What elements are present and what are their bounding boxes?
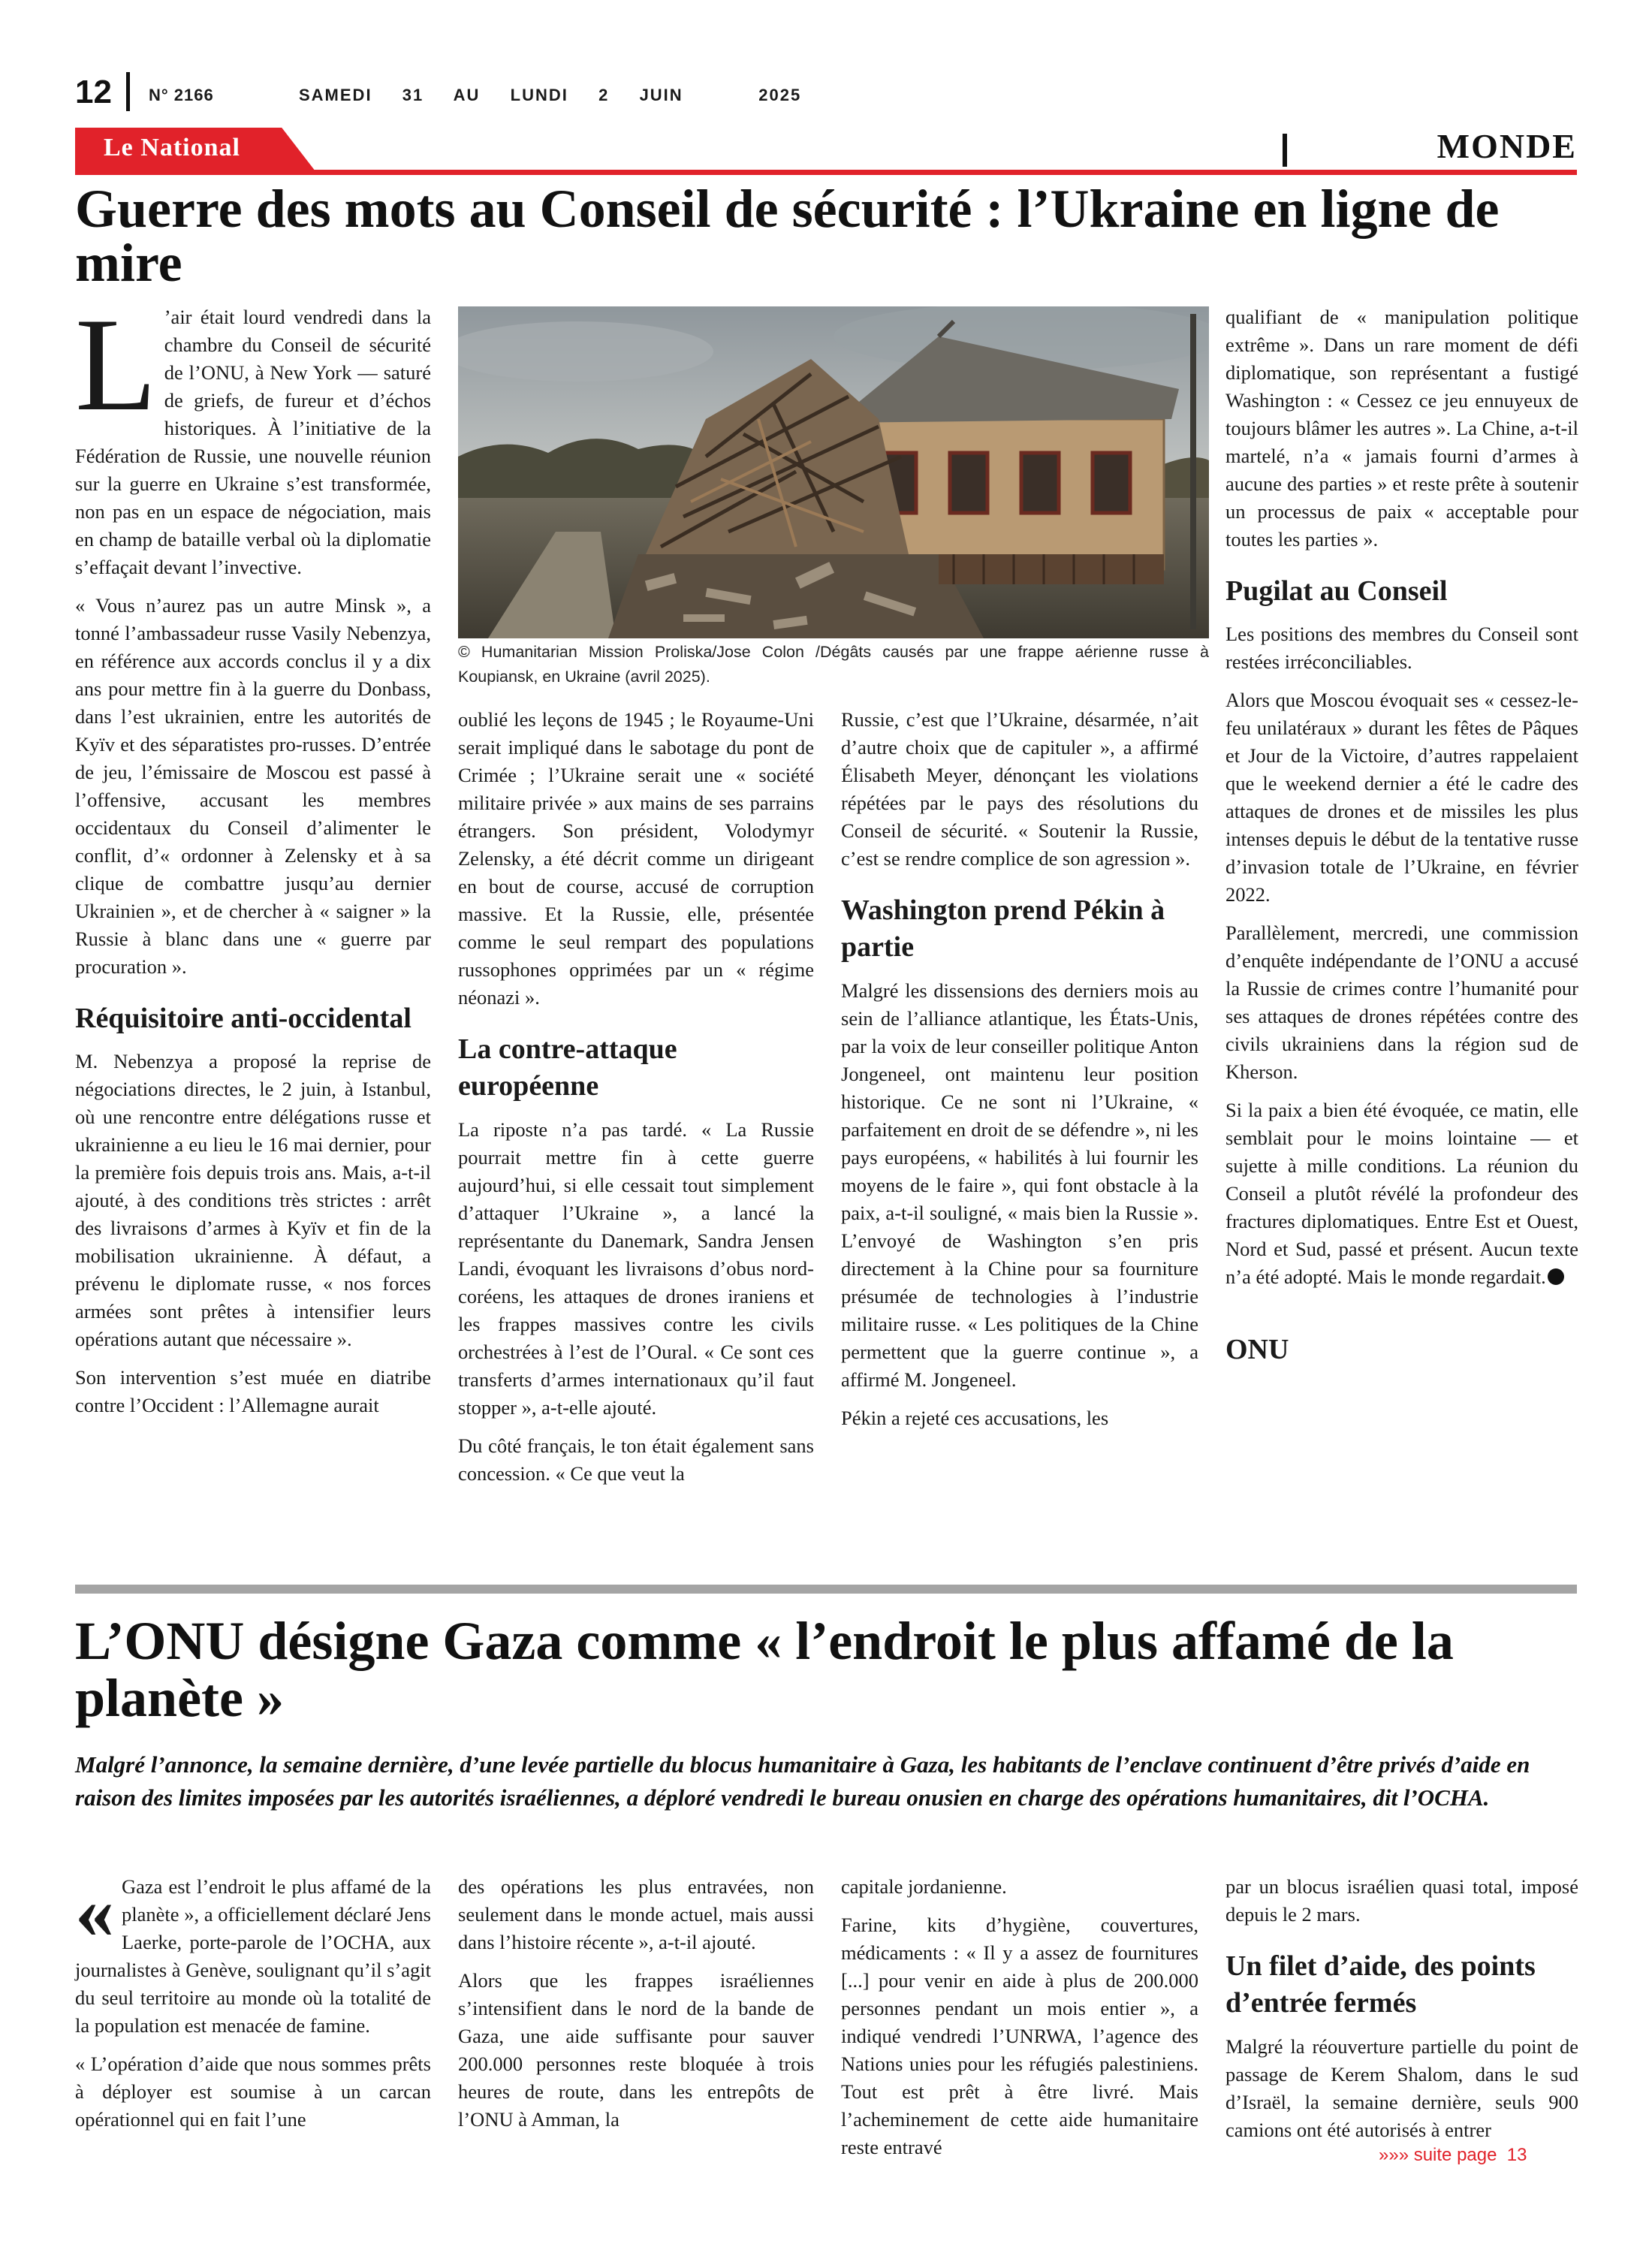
header-divider bbox=[126, 72, 130, 111]
drop-cap: L bbox=[75, 290, 157, 439]
paragraph: Du côté français, le ton était également sans concession. « Ce que veut la bbox=[458, 1434, 814, 1485]
paragraph: Gaza est l’endroit le plus affamé de la planète », a officiellement déclaré Jens Laerke, porte-parole de l’OCHA, aux journalistes à Genève, soulignant qu’il s’agit du seul territoire au monde où la totalité de la population est menacée de famine. bbox=[75, 1875, 431, 2037]
paragraph: Russie, c’est que l’Ukraine, désarmée, n’ait d’autre choix que de capituler », a affirmé Élisabeth Meyer, dénonçant les violations répétées par le pays des résolutions du Conseil de sécurité. « Soutenir la Russie, c’est se rendre complice de son agression ». bbox=[841, 708, 1198, 870]
subheading: Pugilat au Conseil bbox=[1225, 575, 1448, 607]
article-column-4 bbox=[1225, 1873, 1578, 2155]
paragraph: La riposte n’a pas tardé. « La Russie pourrait mettre fin à cette guerre aujourd’hui, si elle cessait tout simplement d’attaquer l’Ukraine », a lancé la représentante du Danemark, Sandra Jensen Landi, évoquant les livraisons d’obus nord-coréens, les attaques de drones iraniens et les frappes massives contre les civils orchestrées à l’est de l’Oural. « Ce sont ces transferts d’armes internationaux qu’il faut stopper », a-t-elle ajouté. bbox=[458, 1117, 814, 1419]
subheading: Un filet d’aide, des points d’entrée fermés bbox=[1225, 1950, 1536, 2019]
paragraph: qualifiant de « manipulation politique extrême ». Dans un rare moment de défi diplomatique, son représentant a fustigé Washington : « Cessez ce jeu ennuyeux de toujours blâmer les autres ». La Chine, a-t-il martelé, n’a « jamais fourni d’armes à aucune des parties » et reste prête à soutenir un processus de paix « acceptable pour toutes les parties ». bbox=[1225, 306, 1578, 550]
paragraph: Parallèlement, mercredi, une commission d’enquête indépendante de l’ONU a accusé la Russie de crimes contre l’humanité pour ses attaques de drones répétées contre des civils ukrainiens dans la région sud de Kherson. bbox=[1225, 921, 1578, 1084]
paragraph: Si la paix a bien été évoquée, ce matin, elle semblait pour le moins lointaine — et sujette à mille conditions. La réunion du Conseil a plutôt révélé la profondeur des fractures diplomatiques. Entre Est et Ouest, Nord et Sud, passé et présent. Aucun texte n’a été adopté. Mais le monde regardait. bbox=[1225, 1099, 1578, 1289]
subheading: La contre-attaque européenne bbox=[458, 1033, 677, 1102]
subheading: Réquisitoire anti-occidental bbox=[75, 1003, 411, 1034]
end-of-article-icon bbox=[1548, 1268, 1564, 1285]
article-column-3 bbox=[841, 706, 1198, 1443]
paragraph: Alors que Moscou évoquait ses « cessez-le-feu unilatéraux » durant les fêtes de Pâques et Jour de la Victoire, d’autres rappelaient que le weekend dernier a été le cadre des attaques de drones et de missiles les plus intenses depuis le début de la tentative russe d’invasion totale de l’Ukraine, en février 2022. bbox=[1225, 689, 1578, 906]
article-column-1 bbox=[75, 1868, 431, 2144]
paragraph: M. Nebenzya a proposé la reprise de négociations directes, le 2 juin, à Istanbul, où une rencontre entre délégations russe et ukrainienne a eu lieu le 16 mai dernier, pour la première fois depuis trois ans. Mais, a-t-il ajouté, à des conditions très strictes : arrêt des livraisons d’armes à Kyïv et fin de la mobilisation ukrainienne. À défaut, a prévenu le diplomate russe, « nos forces armées sont prêtes à intensifier leurs opérations autant que nécessaire ». bbox=[75, 1050, 431, 1351]
article-headline: Guerre des mots au Conseil de sécurité : l’Ukraine en ligne de mire bbox=[75, 179, 1500, 293]
quote-mark: « bbox=[75, 1868, 114, 1955]
paragraph: par un blocus israélien quasi total, imposé depuis le 2 mars. bbox=[1225, 1875, 1578, 1926]
article-column-3 bbox=[841, 1873, 1198, 2172]
paragraph: des opérations les plus entravées, non seulement dans le monde actuel, mais aussi dans l’histoire récente », a-t-il ajouté. bbox=[458, 1875, 814, 1953]
header-rule bbox=[75, 170, 1577, 175]
paragraph: Les positions des membres du Conseil sont restées irréconciliables. bbox=[1225, 623, 1578, 674]
paragraph: Pékin a rejeté ces accusations, les bbox=[841, 1406, 1109, 1429]
paragraph: ’air était lourd vendredi dans la chambre du Conseil de sécurité de l’ONU, à New York — saturé de griefs, de fureur et d’échos historiques. À l’initiative de la Fédération de Russie, une nouvelle réunion sur la guerre en Ukraine s’est transformée, non pas en un espace de négociation, mais en champ de bataille verbal où la diplomatie s’effaçait devant l’invective. bbox=[75, 306, 431, 578]
paragraph: Son intervention s’est muée en diatribe contre l’Occident : l’Allemagne aurait bbox=[75, 1366, 431, 1417]
paragraph: Malgré la réouverture partielle du point de passage de Kerem Shalom, dans le sud d’Israël, la semaine dernière, seuls 900 camions ont été autorisés à entrer bbox=[1225, 2034, 1578, 2141]
paragraph: « L’opération d’aide que nous sommes prêts à déployer est soumise à un carcan opérationnel qui en fait l’une bbox=[75, 2052, 431, 2131]
destroyed-house-photo bbox=[458, 306, 1209, 638]
paragraph: « Vous n’aurez pas un autre Minsk », a tonné l’ambassadeur russe Vasily Nebenzya, en référence aux accords conclus il y a dix ans pour mettre fin à la guerre du Donbass, dans l’est ukrainien, entre les autorités de Kyïv et des séparatistes pro-russes. D’entrée de jeu, l’émissaire de Moscou est passé à l’offensive, accusant les membres occidentaux du Conseil d’alimenter le conflit, d’« ordonner à Zelensky et à sa clique de combattre jusqu’au dernier Ukrainien », et de chercher à « saigner » la Russie à blanc dans une « guerre par procuration ». bbox=[75, 594, 431, 978]
article-column-4 bbox=[1225, 303, 1578, 1380]
page-number: 12 bbox=[75, 74, 112, 110]
article-separator bbox=[75, 1585, 1577, 1594]
issue-date: SAMEDI 31 AU LUNDI 2 JUIN 2025 bbox=[299, 86, 802, 104]
article-lead: Malgré l’annonce, la semaine dernière, d’une levée partielle du blocus humanitaire à Gaza, les habitants de l’enclave continuent d’être privés d’aide en raison des limites imposées par les autorités israéliennes, a déploré vendredi le bureau onusien en charge des opérations humanitaires, dit l’OCHA. bbox=[75, 1751, 1530, 1811]
brand-logo: Le National bbox=[104, 134, 240, 161]
issue-number: N° 2166 bbox=[149, 86, 214, 104]
subheading: Washington prend Pékin à partie bbox=[841, 894, 1165, 964]
paragraph: oublié les leçons de 1945 ; le Royaume-Uni serait impliqué dans le sabotage du pont de Crimée ; l’Ukraine serait une « société militaire privée » aux mains de ses parrains étrangers. Son président, Volodymyr Zelensky, a été décrit comme un dirigeant en bout de course, accusé de corruption massive. Et la Russie, elle, présentée comme le seul rempart des populations russophones opprimées par un « régime néonazi ». bbox=[458, 708, 814, 1009]
paragraph: Alors que les frappes israéliennes s’intensifient dans le nord de la bande de Gaza, une aide suffisante pour sauver 200.000 personnes reste bloquée à trois heures de route, dans les entrepôts de l’ONU à Amman, la bbox=[458, 1969, 814, 2131]
article-column-2 bbox=[458, 1873, 814, 2144]
article-column-1 bbox=[75, 290, 431, 1430]
article-headline: L’ONU désigne Gaza comme « l’endroit le plus affamé de la planète » bbox=[75, 1611, 1454, 1728]
paragraph: Malgré les dissensions des derniers mois au sein de l’alliance atlantique, les États-Unis, par la voix de leur conseiller politique Anton Jongeneel, ont maintenu leur position historique. Ce ne sont ni l’Ukraine, « parfaitement en droit de se défendre », ni les pays européens, « habilités à lui fournir les moyens de le faire », qui font obstacle à la paix, a-t-il souligné, « mais bien la Russie ». L’envoyé de Washington s’en pris directement à la Chine pour sa fourniture présumée de technologies à l’industrie militaire russe. « Les politiques de la Chine permettent que la guerre continue », a affirmé M. Jongeneel. bbox=[841, 979, 1198, 1391]
section-title: MONDE bbox=[1436, 127, 1577, 165]
article-column-2 bbox=[458, 706, 814, 1498]
continued-link[interactable]: »»» suite page 13 bbox=[1379, 2145, 1527, 2165]
paragraph: capitale jordanienne. bbox=[841, 1875, 1007, 1898]
paragraph: Farine, kits d’hygiène, couvertures, médicaments : « Il y a assez de fournitures [...] pour venir en aide à plus de 200.000 personnes pendant un mois entier », a indiqué vendredi l’UNRWA, l’agence des Nations unies pour les réfugiés palestiniens. Tout est prêt à être livré. Mais l’acheminement de cette aide humanitaire reste entravé bbox=[841, 1914, 1198, 2158]
photo-caption: © Humanitarian Mission Proliska/Jose Colon /Dégâts causés par une frappe aérienne russe à Koupiansk, en Ukraine (avril 2025). bbox=[458, 643, 1209, 686]
article-signature: ONU bbox=[1225, 1334, 1289, 1366]
section-divider bbox=[1283, 134, 1287, 167]
